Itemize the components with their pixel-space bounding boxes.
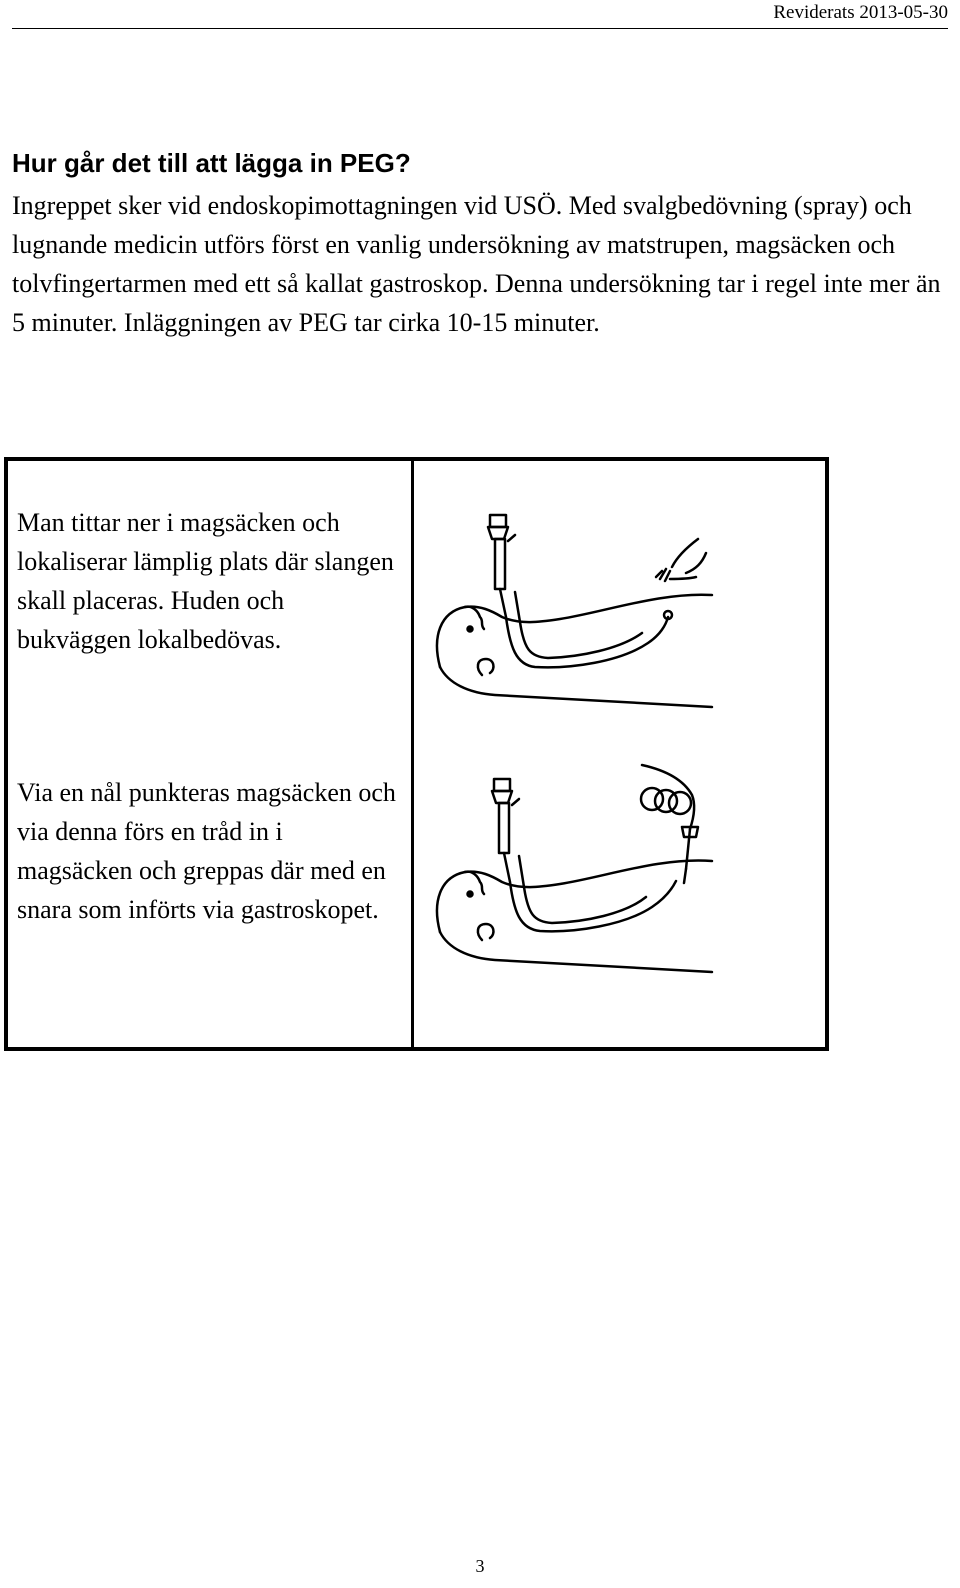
page-number: 3 — [475, 1556, 485, 1576]
needle-puncture-wire-snare-icon — [420, 757, 720, 1007]
column-divider — [411, 461, 414, 1047]
step-1-text: Man tittar ner i magsäcken och lokaliserar lämplig plats där slangen skall placeras. Huden och bukväggen lokalbedövas. — [17, 508, 394, 654]
header-divider — [12, 28, 948, 29]
step-2-text: Via en nål punkteras magsäcken och via denna förs en tråd in i magsäcken och greppas där med en snara som införts via gastroskopet. — [17, 778, 396, 924]
endoscopy-local-anesthesia-icon — [420, 497, 720, 747]
section-heading: Hur går det till att lägga in PEG? — [12, 148, 411, 178]
intro-paragraph: Ingreppet sker vid endoskopimottagningen vid USÖ. Med svalgbedövning (spray) och lugnande medicin utförs först en vanlig undersökning av matstrupen, magsäcken och tolvfingertarmen med ett så kallat gastroskop. Denna undersökning tar i regel inte mer än 5 minuter. Inläggningen av PEG tar cirka 10-15 minuter. — [12, 191, 941, 337]
revision-date: Reviderats 2013-05-30 — [773, 2, 948, 23]
steps-table — [4, 457, 829, 1051]
